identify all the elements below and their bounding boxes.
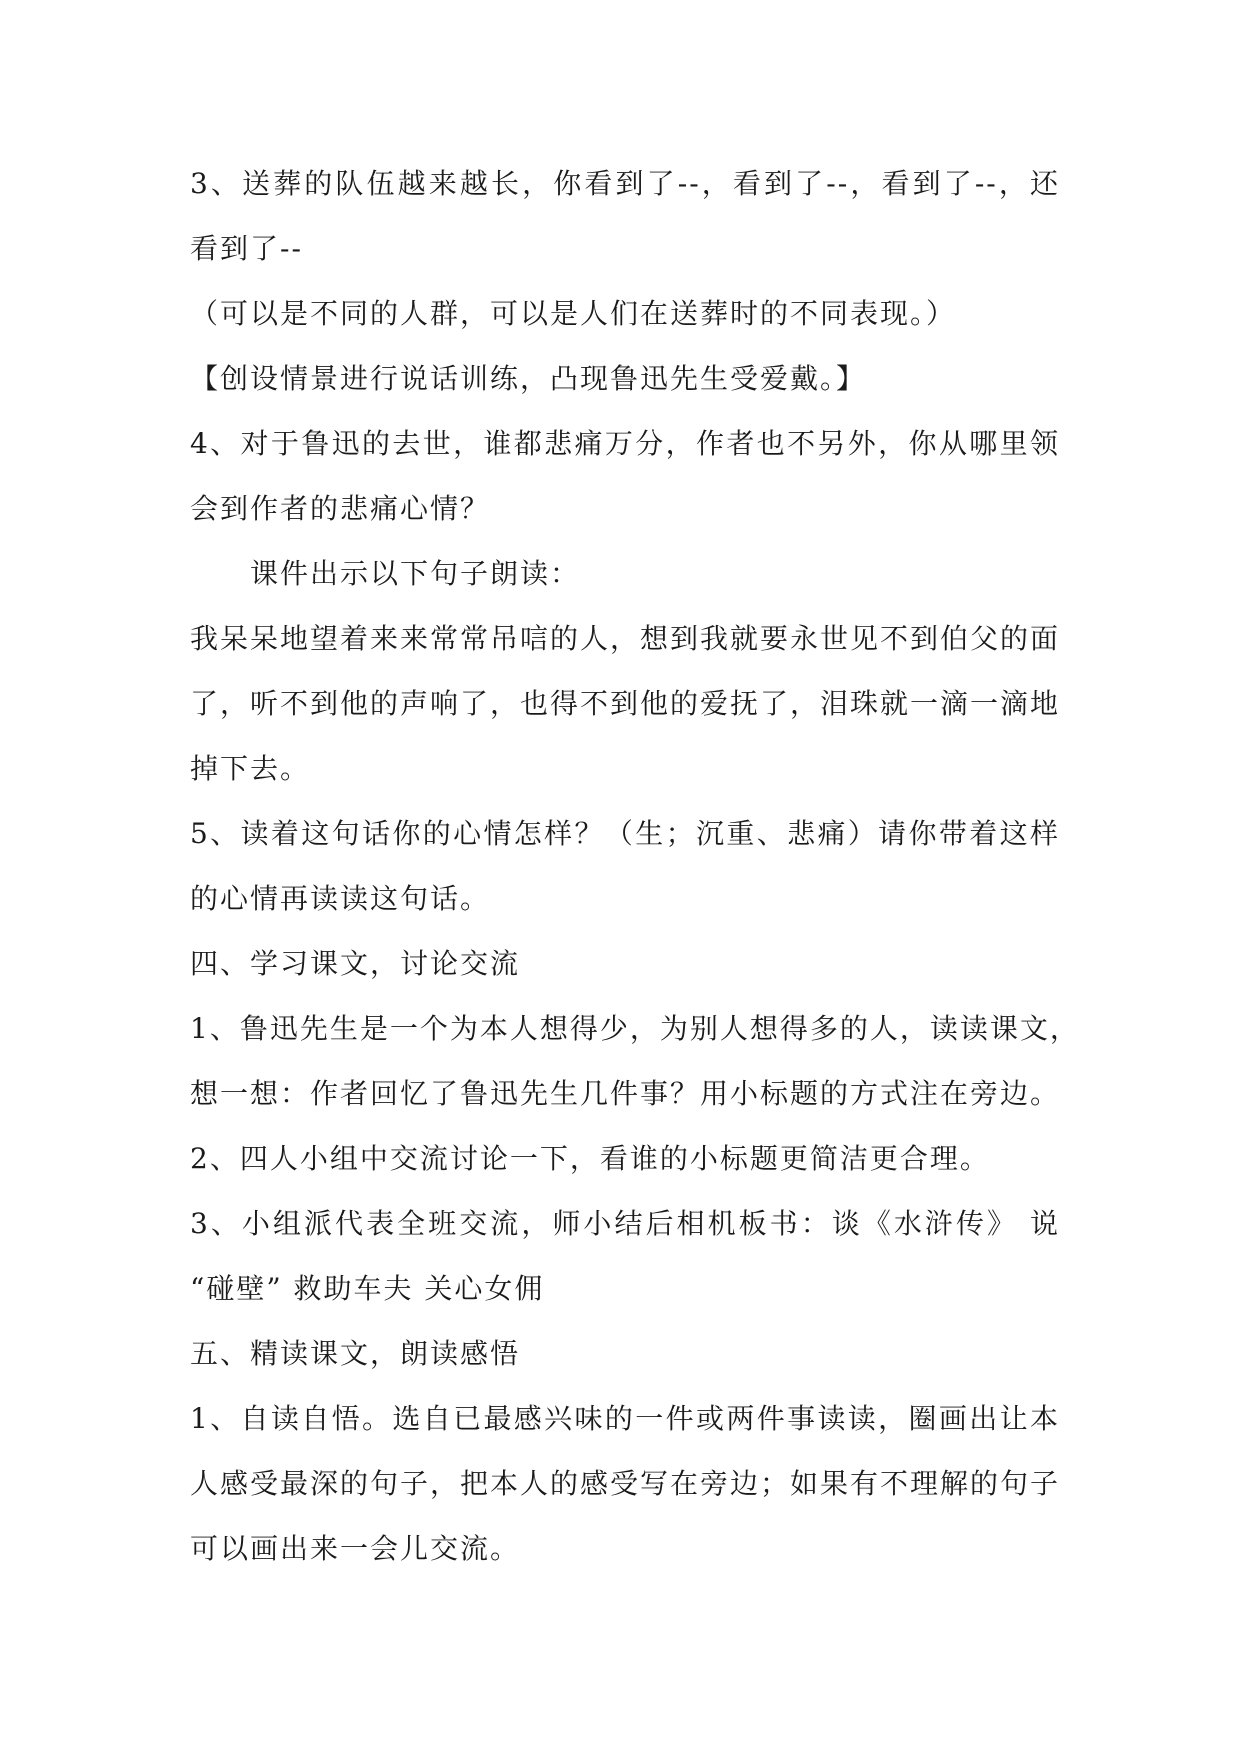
text-line-14: 1、鲁迅先生是一个为本人想得少，为别人想得多的人，读读课文，: [190, 1012, 1080, 1045]
text-line-2: 看到了--: [190, 232, 303, 265]
text-line-18: “碰壁” 救助车夫 关心女佣: [190, 1272, 545, 1305]
text-line-12: 的心情再读读这句话。: [190, 882, 491, 915]
text-line-21: 人感受最深的句子，把本人的感受写在旁边；如果有不理解的句子: [190, 1467, 1061, 1500]
text-line-17: 3、小组派代表全班交流，师小结后相机板书：谈《水浒传》 说: [190, 1207, 1060, 1240]
text-line-22: 可以画出来一会儿交流。: [190, 1532, 521, 1565]
text-line-8: 我呆呆地望着来来常常吊唁的人，想到我就要永世见不到伯父的面: [190, 622, 1061, 655]
text-line-7: 课件出示以下句子朗读：: [250, 557, 581, 590]
text-line-4: 【创设情景进行说话训练，凸现鲁迅先生受爱戴。】: [190, 362, 867, 395]
text-line-11: 5、读着这句话你的心情怎样？（生；沉重、悲痛）请你带着这样: [190, 817, 1060, 850]
text-line-9: 了，听不到他的声响了，也得不到他的爱抚了，泪珠就一滴一滴地: [190, 687, 1061, 720]
text-line-1: 3、送葬的队伍越来越长，你看到了--，看到了--，看到了--，还: [190, 167, 1060, 200]
text-line-3: （可以是不同的人群，可以是人们在送葬时的不同表现。）: [190, 297, 957, 330]
text-line-6: 会到作者的悲痛心情？: [190, 492, 491, 525]
text-line-10: 掉下去。: [190, 752, 311, 785]
text-line-16: 2、四人小组中交流讨论一下，看谁的小标题更简洁更合理。: [190, 1142, 990, 1175]
text-line-15: 想一想：作者回忆了鲁迅先生几件事？用小标题的方式注在旁边。: [190, 1077, 1061, 1110]
section-heading-5: 五、精读课文，朗读感悟: [190, 1337, 521, 1370]
section-heading-4: 四、学习课文，讨论交流: [190, 947, 521, 980]
text-line-5: 4、对于鲁迅的去世，谁都悲痛万分，作者也不另外，你从哪里领: [190, 427, 1060, 460]
text-line-20: 1、自读自悟。选自已最感兴味的一件或两件事读读，圈画出让本: [190, 1402, 1060, 1435]
